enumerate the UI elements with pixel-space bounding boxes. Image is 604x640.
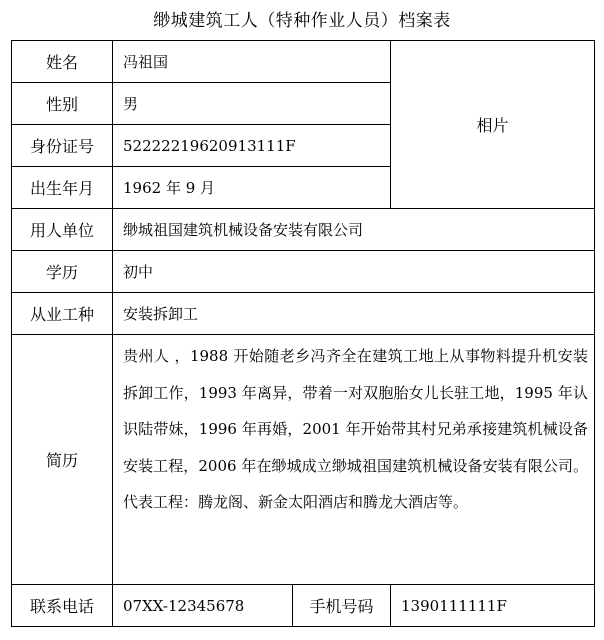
phone-value: 07XX-12345678 [113, 585, 293, 627]
mobile-label: 手机号码 [293, 585, 391, 627]
name-value: 冯祖国 [113, 41, 391, 83]
birth-label: 出生年月 [12, 167, 113, 209]
row-trade [12, 293, 595, 335]
education-value: 初中 [113, 251, 595, 293]
birth-value: 1962 年 9 月 [113, 167, 391, 209]
trade-value: 安装拆卸工 [113, 293, 595, 335]
id-value: 52222219620913111F [113, 125, 391, 167]
photo-cell: 相片 [391, 41, 595, 209]
mobile-value: 1390111111F [391, 585, 595, 627]
resume-text: 贵州人 ，1988 开始随老乡冯齐全在建筑工地上从事物料提升机安装拆卸工作，1993 年离异，带着一对双胞胎女儿长驻工地，1995 年认识陆带妹，1996 年再婚，2001 年开始带其村兄弟承接建筑机械设备安装工程，2006 年在缈城成立缈城祖国建筑机械设备安装有限公司。代表工程：腾龙阁、新金太阳酒店和腾龙大酒店等。 [113, 335, 595, 585]
phone-label: 联系电话 [12, 585, 113, 627]
name-label: 姓名 [12, 41, 113, 83]
employer-label: 用人单位 [12, 209, 113, 251]
row-resume [12, 335, 595, 585]
document-title: 缈城建筑工人（特种作业人员）档案表 [153, 11, 451, 31]
gender-value: 男 [113, 83, 391, 125]
id-label: 身份证号 [12, 125, 113, 167]
trade-label: 从业工种 [12, 293, 113, 335]
resume-label: 简历 [12, 335, 113, 585]
row-name [12, 41, 595, 83]
row-employer [12, 209, 595, 251]
employer-value: 缈城祖国建筑机械设备安装有限公司 [113, 209, 595, 251]
row-education [12, 251, 595, 293]
education-label: 学历 [12, 251, 113, 293]
row-contact [12, 585, 595, 627]
gender-label: 性别 [12, 83, 113, 125]
archive-table [11, 40, 595, 627]
